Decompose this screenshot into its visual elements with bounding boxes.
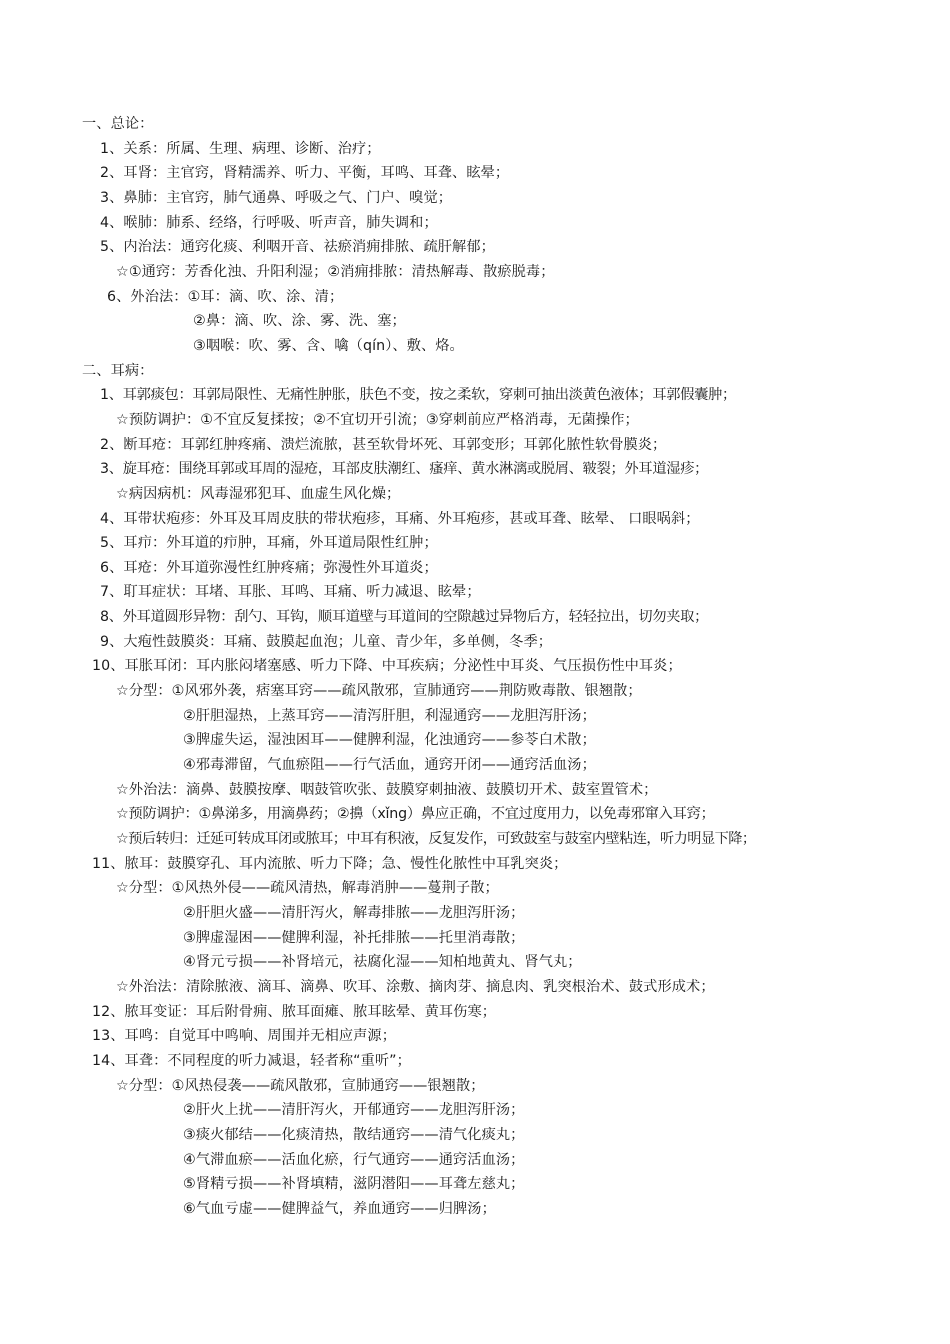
text-line: 10、耳胀耳闭：耳内胀闷堵塞感、听力下降、中耳疾病；分泌性中耳炎、气压损伤性中耳炎； [92, 658, 682, 675]
text-line: ☆预防调护：①鼻涕多，用滴鼻药；②擤（xǐng）鼻应正确，不宜过度用力，以免毒邪窜入耳窍； [116, 806, 715, 823]
document-body [0, 112, 950, 1222]
text-line: 12、脓耳变证：耳后附骨痈、脓耳面瘫、脓耳眩晕、黄耳伤寒； [92, 1003, 497, 1020]
text-line: ④邪毒滞留，气血瘀阻——行气活血，通窍开闭——通窍活血汤； [183, 757, 596, 774]
text-line: ☆分型：①风热外侵——疏风清热，解毒消肿——蔓荆子散； [116, 880, 499, 897]
text-line: ④肾元亏损——补肾培元，祛腐化湿——知柏地黄丸、肾气丸； [183, 954, 582, 971]
text-line: 13、耳鸣：自觉耳中鸣响、周围并无相应声源； [92, 1028, 397, 1045]
text-line: ⑤肾精亏损——补肾填精，滋阴潜阳——耳聋左慈丸； [183, 1176, 525, 1193]
section-heading-general: 一、总论： [82, 116, 154, 132]
text-line: ☆外治法：滴鼻、鼓膜按摩、咽鼓管吹张、鼓膜穿刺抽液、鼓膜切开术、鼓室置管术； [116, 781, 658, 798]
text-line: 6、耳疮：外耳道弥漫性红肿疼痛；弥漫性外耳道炎； [100, 559, 438, 576]
text-line: ③脾虚失运，湿浊困耳——健脾利湿，化浊通窍——参苓白术散； [183, 732, 596, 749]
text-line: ☆病因病机：风毒湿邪犯耳、血虚生风化燥； [116, 485, 401, 502]
text-line: 4、耳带状疱疹：外耳及耳周皮肤的带状疱疹，耳痛、外耳疱疹，甚或耳聋、眩晕、 口眼㖞斜； [100, 510, 700, 527]
text-line: ②肝胆火盛——清肝泻火，解毒排脓——龙胆泻肝汤； [183, 905, 525, 921]
text-line: 1、耳郭痰包：耳郭局限性、无痛性肿胀，肤色不变，按之柔软，穿刺可抽出淡黄色液体；耳郭假囊肿； [100, 387, 736, 404]
section-heading-ear-diseases: 二、耳病： [82, 362, 154, 379]
text-line: 14、耳聋：不同程度的听力减退，轻者称“重听”； [92, 1052, 411, 1069]
text-line: 3、鼻肺：主官窍，肺气通鼻、呼吸之气、门户、嗅觉； [100, 189, 453, 206]
text-line: ④气滞血瘀——活血化瘀，行气通窍——通窍活血汤； [183, 1151, 525, 1168]
text-line: 7、耵耳症状：耳堵、耳胀、耳鸣、耳痛、听力减退、眩晕； [100, 584, 481, 601]
text-line: ☆预后转归：迁延可转成耳闭或脓耳；中耳有积液，反复发作，可致鼓室与鼓室内壁粘连，听力明显下降； [116, 831, 756, 848]
text-line: ③咽喉：吹、雾、含、噙（qín）、敷、烙。 [193, 337, 464, 354]
text-line: ③痰火郁结——化痰清热，散结通窍——清气化痰丸； [183, 1126, 525, 1143]
text-line: 6、外治法：①耳：滴、吹、涂、清； [107, 288, 344, 305]
text-line: ☆预防调护：①不宜反复揉按；②不宜切开引流；③穿刺前应严格消毒，无菌操作； [116, 411, 639, 428]
text-line: ②肝胆湿热，上蒸耳窍——清泻肝胆，利湿通窍——龙胆泻肝汤； [183, 707, 596, 724]
text-line: ☆分型：①风邪外袭，痞塞耳窍——疏风散邪，宣肺通窍——荆防败毒散、银翘散； [116, 683, 642, 700]
text-line: 4、喉肺：肺系、经络，行呼吸、听声音，肺失调和； [100, 214, 438, 231]
text-line: 11、脓耳：鼓膜穿孔、耳内流脓、听力下降；急、慢性化脓性中耳乳突炎； [92, 855, 568, 872]
text-line: ②鼻：滴、吹、涂、雾、洗、塞； [193, 313, 406, 330]
text-line: ☆①通窍：芳香化浊、升阳利湿；②消痈排脓：清热解毒、散瘀脱毒； [116, 263, 555, 280]
text-line: 9、大疱性鼓膜炎：耳痛、鼓膜起血泡；儿童、青少年，多单侧，冬季； [100, 633, 553, 650]
text-line: 5、内治法：通窍化痰、利咽开音、祛瘀消痈排脓、疏肝解郁； [100, 239, 495, 256]
text-line: ☆分型：①风热侵袭——疏风散邪，宣肺通窍——银翘散； [116, 1077, 485, 1094]
text-line: 5、耳疖：外耳道的疖肿，耳痛，外耳道局限性红肿； [100, 535, 438, 552]
text-line: 2、断耳疮：耳郭红肿疼痛、溃烂流脓，甚至软骨坏死、耳郭变形；耳郭化脓性软骨膜炎； [100, 436, 667, 453]
text-line: ⑥气血亏虚——健脾益气，养血通窍——归脾汤； [183, 1200, 496, 1217]
text-line: ③脾虚湿困——健脾利湿，补托排脓——托里消毒散； [183, 929, 525, 946]
text-line: 8、外耳道圆形异物：刮勺、耳钩，顺耳道壁与耳道间的空隙越过异物后方，轻轻拉出，切勿夹取； [100, 609, 709, 626]
text-line: 1、关系：所属、生理、病理、诊断、治疗； [100, 140, 381, 157]
text-line: 2、耳肾：主官窍，肾精濡养、听力、平衡，耳鸣、耳聋、眩晕； [100, 165, 510, 182]
text-line: ☆外治法：清除脓液、滴耳、滴鼻、吹耳、涂敷、摘肉芽、摘息肉、乳突根治术、鼓式形成术； [116, 978, 715, 995]
text-line: ②肝火上扰——清肝泻火，开郁通窍——龙胆泻肝汤； [183, 1102, 525, 1119]
text-line: 3、旋耳疮：围绕耳郭或耳周的湿疮，耳部皮肤潮红、瘙痒、黄水淋漓或脱屑、皲裂；外耳道湿疹； [100, 461, 709, 478]
